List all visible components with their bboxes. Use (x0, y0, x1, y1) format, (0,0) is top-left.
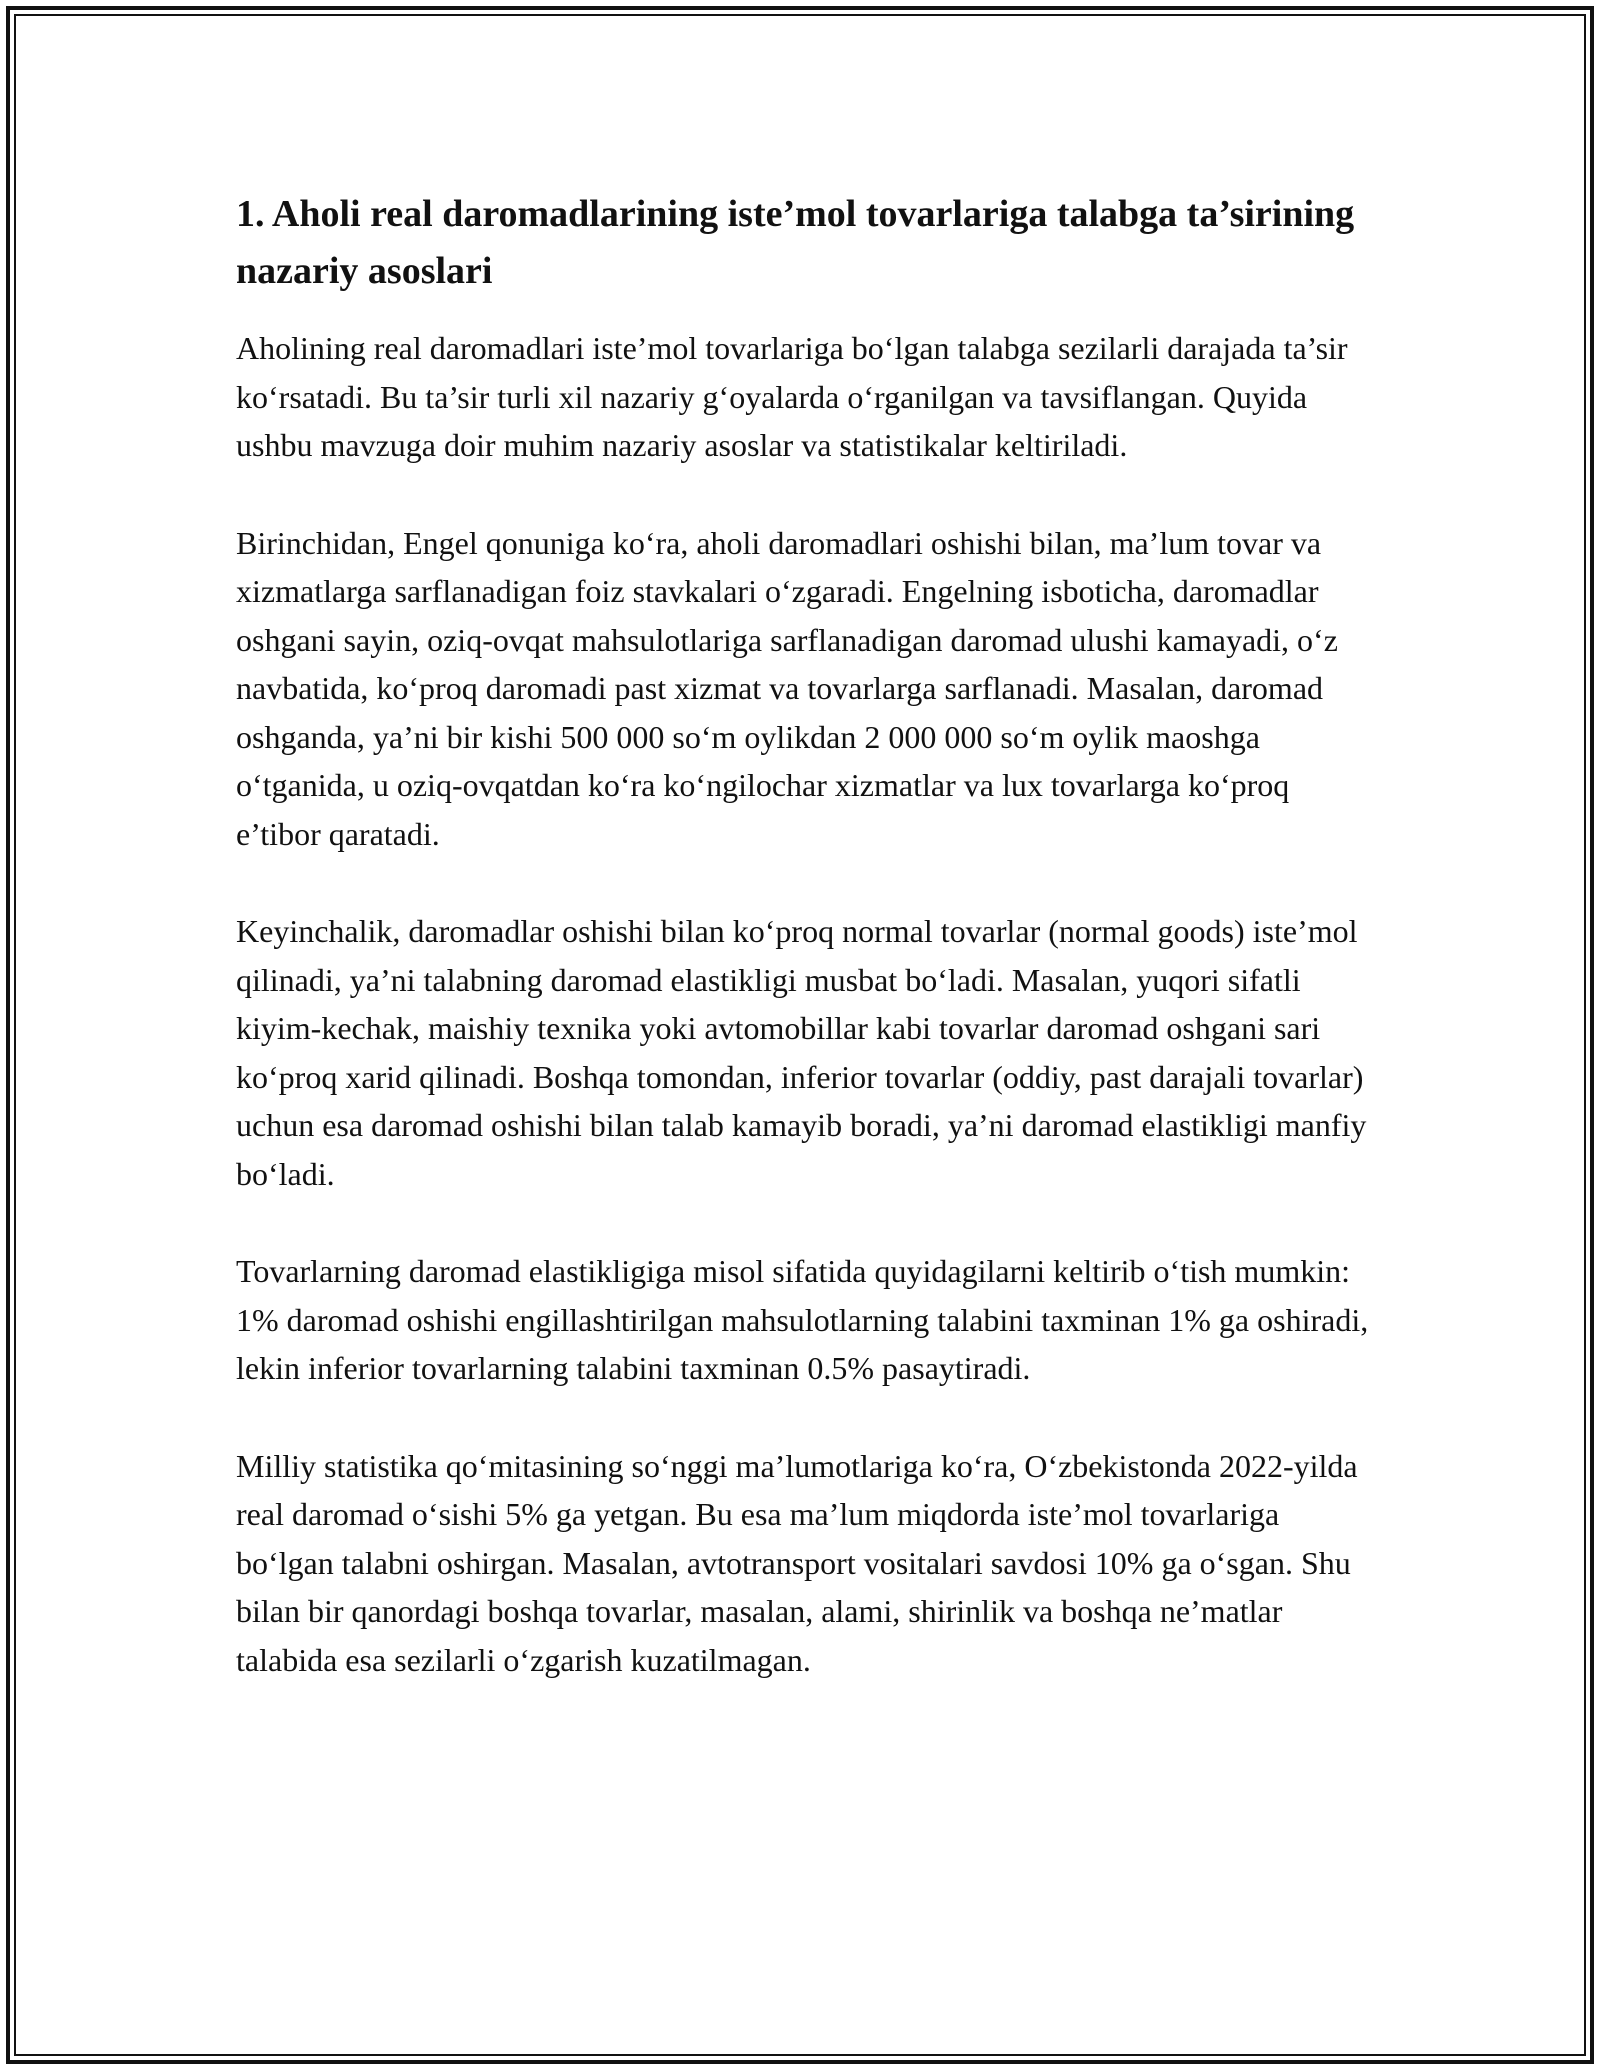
paragraph-engel-law: Birinchidan, Engel qonuniga ko‘ra, aholi daromadlari oshishi bilan, ma’lum tovar va xizmatlarga sarflanadigan foiz stavkalari o‘zgaradi. Engelning isboticha, daromadlar oshgani sayin, oziq-ovqat mahsulotlariga sarflanadigan daromad ulushi kamayadi, o‘z navbatida, ko‘proq daromadi past xizmat va tovarlarga sarflanadi. Masalan, daromad oshganda, ya’ni bir kishi 500 000 so‘m oylikdan 2 000 000 so‘m oylik maoshga o‘tganida, u oziq-ovqatdan ko‘ra ko‘ngilochar xizmatlar va lux tovarlarga ko‘proq e’tibor qaratadi. (236, 524, 1338, 852)
paragraph-normal-goods: Keyinchalik, daromadlar oshishi bilan ko‘proq normal tovarlar (normal goods) iste’mol qilinadi, ya’ni talabning daromad elastikligi musbat bo‘ladi. Masalan, yuqori sifatli kiyim-kechak, maishiy texnika yoki avtomobillar kabi tovarlar daromad oshgani sari ko‘proq xarid qilinadi. Boshqa tomondan, inferior tovarlar (oddiy, past darajali tovarlar) uchun esa daromad oshishi bilan talab kamayib boradi, ya’ni daromad elastikligi manfiy bo‘ladi. (236, 913, 1367, 1192)
paragraph-income-elasticity: Tovarlarning daromad elastikligiga misol sifatida quyidagilarni keltirib o‘tish mumkin: 1% daromad oshishi engillashtirilgan mahsulotlarning talabini taxminan 1% ga oshiradi, lekin inferior tovarlarning talabini taxminan 0.5% pasaytiradi. (236, 1253, 1369, 1386)
paragraph-statistics: Milliy statistika qo‘mitasining so‘nggi ma’lumotlariga ko‘ra, O‘zbekistonda 2022-yilda real daromad o‘sishi 5% ga yetgan. Bu esa ma’lum miqdorda iste’mol tovarlariga bo‘lgan talabni oshirgan. Masalan, avtotransport vositalari savdosi 10% ga o‘sgan. Shu bilan bir qanordagi boshqa tovarlar, masalan, alami, shirinlik va boshqa ne’matlar talabida esa sezilarli o‘zgarish kuzatilmagan. (236, 1447, 1358, 1678)
paragraph-intro: Aholining real daromadlari iste’mol tovarlariga bo‘lgan talabga sezilarli darajada ta’sir ko‘rsatadi. Bu ta’sir turli xil nazariy g‘oyalarda o‘rganilgan va tavsiflangan. Quyida ushbu mavzuga doir muhim nazariy asoslar va statistikalar keltiriladi. (236, 330, 1348, 463)
document-body (236, 186, 1376, 1733)
section-heading: 1. Aholi real daromadlarining iste’mol tovarlariga talabga ta’sirining nazariy asoslari (236, 193, 1355, 292)
